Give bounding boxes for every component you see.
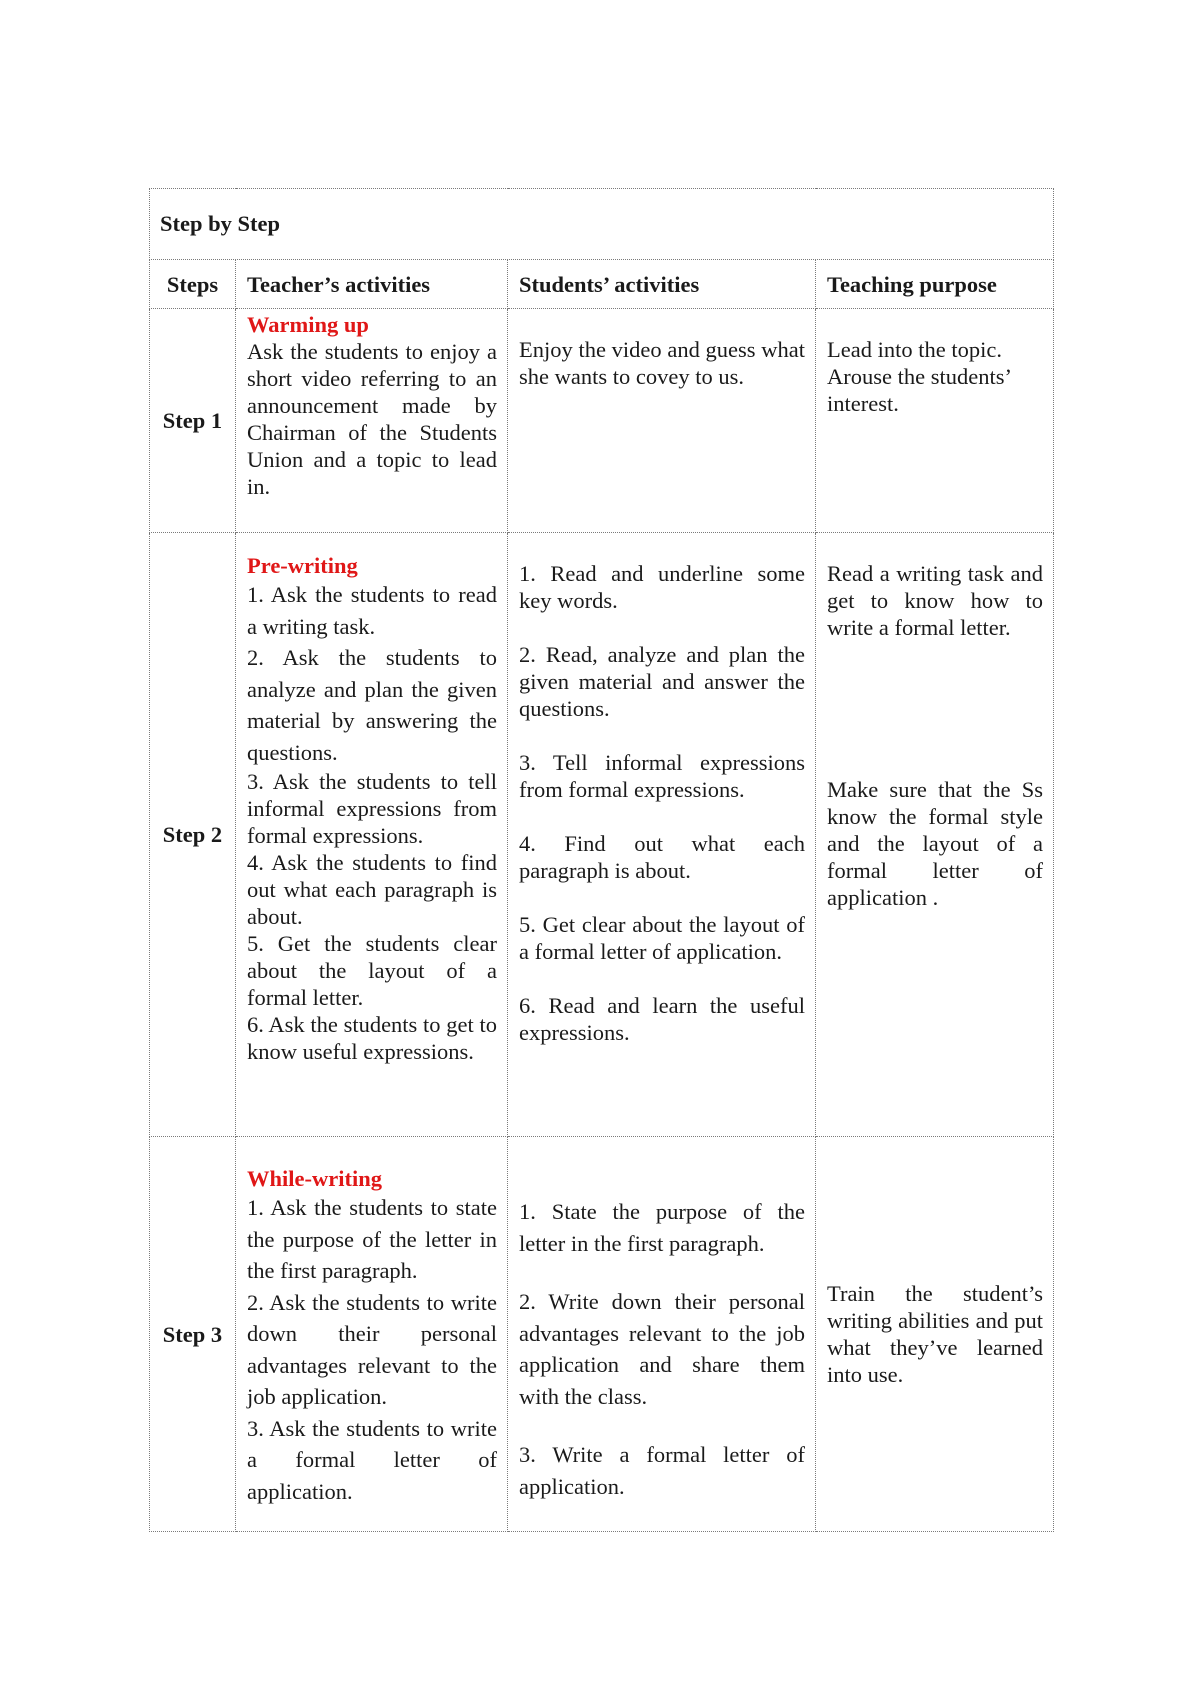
header-students-activities: Students’ activities [508,260,816,309]
table-row [150,1137,1054,1532]
step-2-teacher-cell [236,533,508,1137]
header-teaching-purpose: Teaching purpose [816,260,1054,309]
section-title-warming-up: Warming up [247,312,369,337]
step-2-students-cell [508,533,816,1137]
step-1-purpose-line-2: Arouse the students’ interest. [827,364,1011,416]
step-3-teacher-item-1: 1. Ask the students to state the purpose of the letter in the first paragraph. [247,1195,497,1283]
step-1-teacher-cell [236,309,508,533]
step-1-purpose-cell [816,309,1054,533]
step-2-teacher-item-4: 4. Ask the students to find out what each paragraph is about. [247,850,497,929]
header-teacher-activities: Teacher’s activities [236,260,508,309]
step-3-students-item-1: 1. State the purpose of the letter in the first paragraph. [519,1199,805,1256]
step-1-students-cell [508,309,816,533]
lesson-plan-table [149,188,1054,1532]
step-2-teacher-item-2: 2. Ask the students to analyze and plan the given material by answering the questions. [247,645,497,765]
table-row [150,533,1054,1137]
step-3-teacher-item-3: 3. Ask the students to write a formal letter of application. [247,1415,497,1504]
table-row [150,309,1054,533]
step-2-teacher-item-5: 5. Get the students clear about the layout of a formal letter. [247,931,497,1010]
step-3-purpose-cell [816,1137,1054,1532]
step-2-students-item-4: 4. Find out what each paragraph is about. [519,831,805,883]
step-2-teacher-item-6: 6. Ask the students to get to know useful expressions. [247,1012,497,1064]
header-steps: Steps [150,260,236,309]
table-header-row [150,260,1054,309]
step-2-students-item-1: 1. Read and underline some key words. [519,561,805,613]
step-2-teacher-item-3: 3. Ask the students to tell informal expressions from formal expressions. [247,769,497,848]
step-2-label: Step 2 [150,533,236,1137]
table-title-row [150,189,1054,260]
step-2-students-item-3: 3. Tell informal expressions from formal expressions. [519,750,805,802]
table-title-cell [150,189,1054,260]
step-3-students-item-2: 2. Write down their personal advantages relevant to the job application and share them with the class. [519,1289,805,1409]
step-2-purpose-item-1: Read a writing task and get to know how to write a formal letter. [827,561,1044,640]
step-1-purpose-line-1: Lead into the topic. [827,337,1002,362]
step-2-students-item-2: 2. Read, analyze and plan the given material and answer the questions. [519,642,805,721]
step-2-students-item-5: 5. Get clear about the layout of a formal letter of application. [519,912,805,964]
step-3-teacher-item-2: 2. Ask the students to write down their personal advantages relevant to the job application. [247,1289,497,1409]
step-3-students-cell [508,1137,816,1532]
step-2-teacher-item-1: 1. Ask the students to read a writing task. [247,582,497,639]
step-2-purpose-item-2: Make sure that the Ss know the formal style and the layout of a formal letter of application . [827,777,1044,910]
section-title-pre-writing: Pre-writing [247,553,358,578]
step-1-teacher-text: Ask the students to enjoy a short video referring to an announcement made by Chairman of the Students Union and a topic to lead in. [247,339,497,499]
table-title: Step by Step [160,211,281,236]
step-1-students-text: Enjoy the video and guess what she wants to covey to us. [519,337,805,389]
step-2-purpose-cell [816,533,1054,1137]
step-1-label: Step 1 [150,309,236,533]
step-3-purpose-text: Train the student’s writing abilities and put what they’ve learned into use. [827,1281,1044,1387]
step-3-teacher-cell [236,1137,508,1532]
section-title-while-writing: While-writing [247,1166,382,1191]
step-3-label: Step 3 [150,1137,236,1532]
step-2-students-item-6: 6. Read and learn the useful expressions. [519,993,805,1045]
step-3-students-item-3: 3. Write a formal letter of application. [519,1442,805,1499]
